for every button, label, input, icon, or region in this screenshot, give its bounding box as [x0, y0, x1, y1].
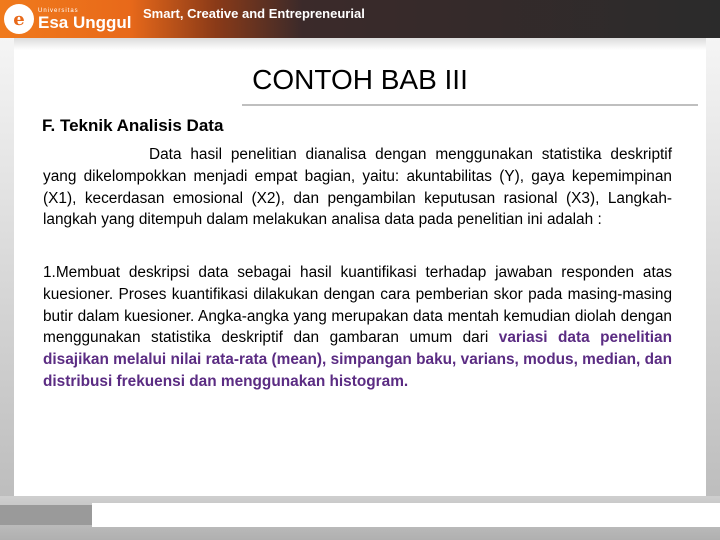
slide-title: CONTOH BAB III: [252, 64, 468, 95]
tagline: Smart, Creative and Entrepreneurial: [143, 6, 365, 21]
bottom-bar: [92, 503, 720, 527]
title-divider: [242, 104, 698, 106]
frame-right: [706, 38, 720, 540]
logo-emblem-icon: e: [6, 6, 32, 32]
university-logo: [6, 3, 132, 35]
logo-text: [38, 8, 132, 31]
paragraph-intro: Data hasil penelitian dianalisa dengan menggunakan statistika deskriptif yang dikelompokkan menjadi empat bagian, yaitu: akuntabilitas (Y), gaya kepemimpinan (X1), kecerdasan emosional (X2), dan pengambilan keputusan rasional (X3), Langkah-langkah yang ditempuh dalam melakukan analisa data pada penelitian ini adalah :: [43, 146, 672, 229]
section-heading: F. Teknik Analisis Data: [42, 116, 224, 135]
paragraph-step-1-text: 1.Membuat deskripsi data sebagai hasil kuantifikasi terhadap jawaban responden atas kuesioner. Proses kuantifikasi dilakukan dengan cara pemberian skor pada masing-masing butir dalam kuesioner. Angka-angka yang merupakan data mentah kemudian diolah dengan menggunakan statistika deskriptif dan gambaran umum dari: [43, 264, 672, 347]
logo-name: Esa Unggul: [38, 12, 132, 32]
frame-left: [0, 38, 14, 540]
header-banner: [0, 0, 720, 38]
slide-content: [14, 50, 706, 496]
frame-top: [14, 38, 706, 50]
bottom-bar-accent: [0, 505, 92, 525]
paragraph-step-1-highlight: variasi data penelitian disajikan melalui nilai rata-rata (mean), simpangan baku, varians, modus, median, dan distribusi frekuensi dan menggunakan histogram.: [43, 329, 672, 390]
paragraph-step-1: [43, 262, 672, 393]
logo-small-text: Universitas: [38, 7, 79, 14]
